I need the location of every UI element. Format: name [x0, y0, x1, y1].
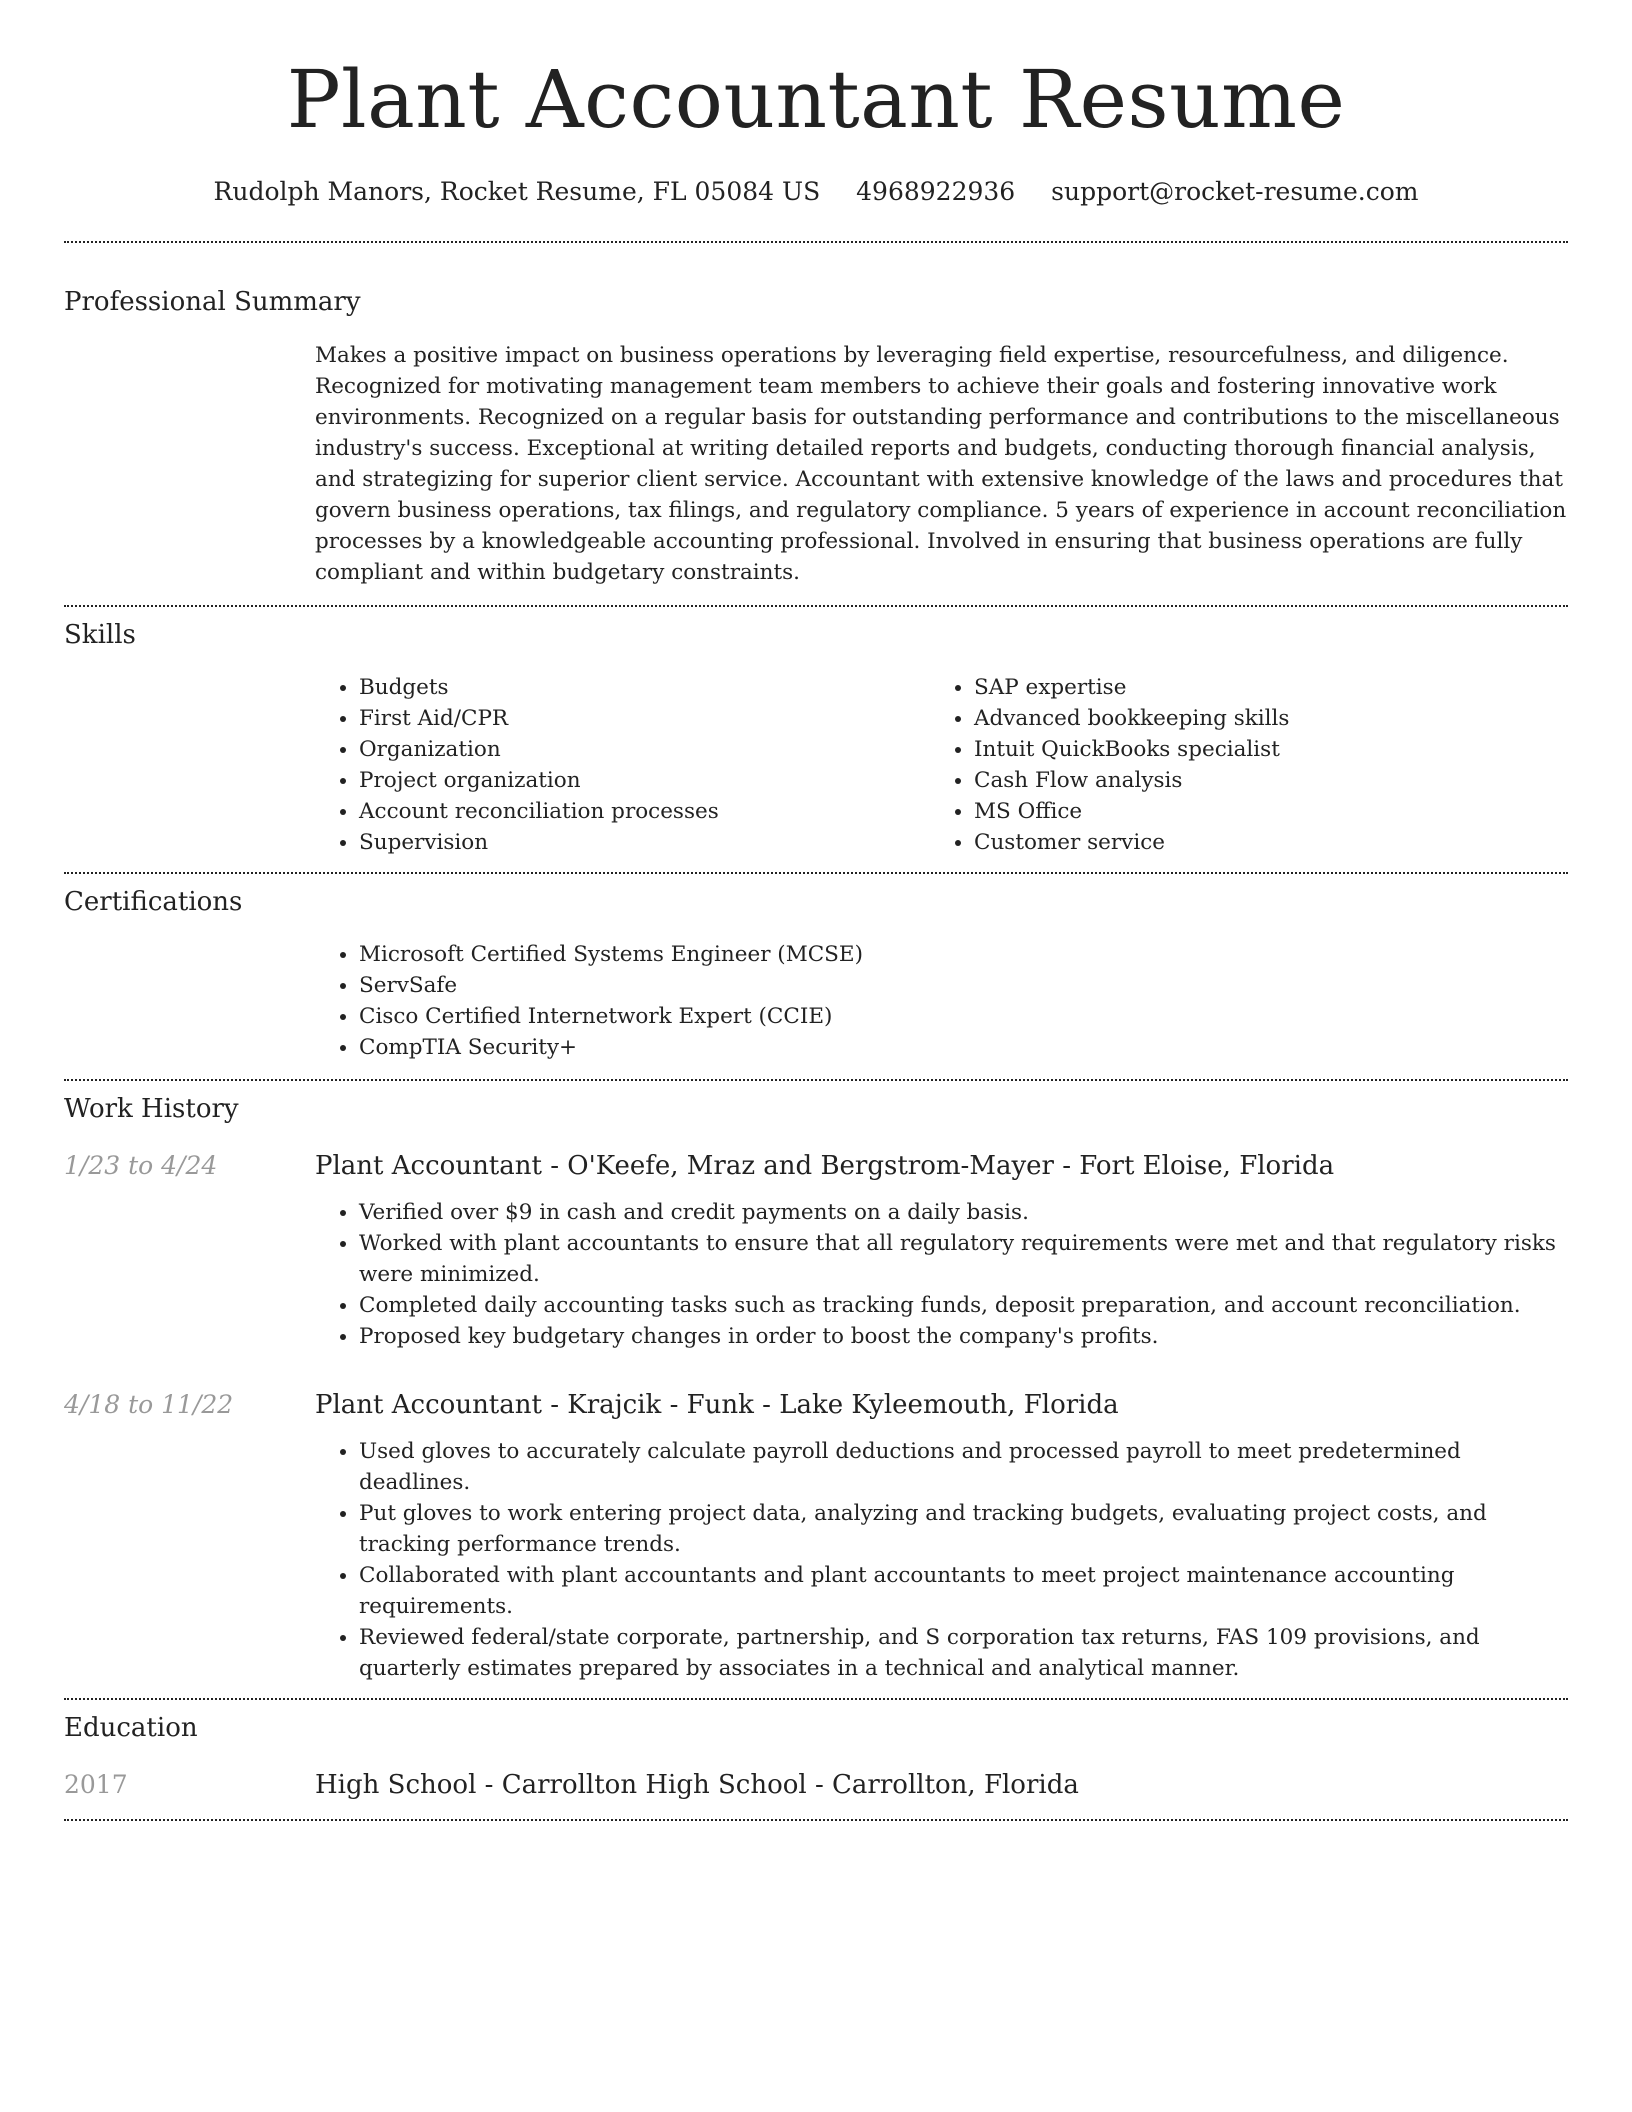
summary-text: Makes a positive impact on business operations by leveraging field expertise, resourcefulness, and diligence. Recognized for motivating management team members to achieve their goals and fostering innovative work environments. Recognized on a regular basis for outstanding performance and contributions to the miscellaneous industry's success. Exceptional at writing detailed reports and budgets, conducting thorough financial analysis, and strategizing for superior client service. Accountant with extensive knowledge of the laws and procedures that govern business operations, tax filings, and regulatory compliance. 5 years of experience in account reconciliation processes by a knowledgeable accounting professional. Involved in ensuring that business operations are fully compliant and within budgetary constraints. [315, 343, 1567, 585]
skills-column-right [930, 672, 1545, 858]
page-title: Plant Accountant Resume [286, 53, 1346, 146]
section-divider [64, 872, 1568, 874]
skill-item: • Cash Flow analysis [974, 765, 1545, 796]
contact-line [64, 176, 1568, 208]
summary-heading: Professional Summary [64, 287, 361, 317]
skill-item: • Customer service [974, 827, 1545, 858]
skills-heading: Skills [64, 620, 136, 650]
skills-section [315, 672, 1568, 858]
job-bullets [315, 1197, 1568, 1352]
skill-item: • Supervision [359, 827, 930, 858]
education-entry [64, 1768, 1568, 1802]
job-bullet: • Proposed key budgetary changes in order to boost the company's profits. [359, 1321, 1568, 1352]
job-entry [64, 1149, 1568, 1352]
certification-item: • Cisco Certified Internetwork Expert (CCIE) [359, 1001, 1568, 1032]
skill-item: • Project organization [359, 765, 930, 796]
job-entry [64, 1388, 1568, 1684]
work-history-heading: Work History [64, 1094, 239, 1124]
contact-address: Rudolph Manors, Rocket Resume, FL 05084 US [213, 177, 821, 206]
section-divider [64, 1079, 1568, 1081]
job-dates: 4/18 to 11/22 [64, 1390, 234, 1419]
skill-item: • Advanced bookkeeping skills [974, 703, 1545, 734]
skill-item: • First Aid/CPR [359, 703, 930, 734]
job-bullet: • Reviewed federal/state corporate, partnership, and S corporation tax returns, FAS 109 provisions, and quarterly estimates prepared by associates in a technical and analytical manner. [359, 1622, 1568, 1684]
certifications-section [315, 939, 1568, 1063]
job-bullet: • Put gloves to work entering project data, analyzing and tracking budgets, evaluating project costs, and tracking performance trends. [359, 1498, 1568, 1560]
job-title: Plant Accountant - O'Keefe, Mraz and Bergstrom-Mayer - Fort Eloise, Florida [315, 1151, 1335, 1181]
job-bullet: • Used gloves to accurately calculate payroll deductions and processed payroll to meet predetermined deadlines. [359, 1436, 1568, 1498]
resume-page [64, 0, 1568, 1821]
education-heading: Education [64, 1713, 198, 1743]
contact-email: support@rocket-resume.com [1051, 177, 1419, 206]
skill-item: • Account reconciliation processes [359, 796, 930, 827]
skill-item: • Budgets [359, 672, 930, 703]
section-divider [64, 1819, 1568, 1821]
certification-item: • ServSafe [359, 970, 1568, 1001]
job-title: Plant Accountant - Krajcik - Funk - Lake Kyleemouth, Florida [315, 1390, 1119, 1420]
summary-section [315, 340, 1568, 588]
certification-item: • CompTIA Security+ [359, 1032, 1568, 1063]
job-bullet: • Worked with plant accountants to ensure that all regulatory requirements were met and that regulatory risks were minimized. [359, 1228, 1568, 1290]
certifications-heading: Certifications [64, 887, 243, 917]
job-bullet: • Verified over $9 in cash and credit payments on a daily basis. [359, 1197, 1568, 1228]
section-divider [64, 605, 1568, 607]
skill-item: • MS Office [974, 796, 1545, 827]
job-bullet: • Completed daily accounting tasks such as tracking funds, deposit preparation, and account reconciliation. [359, 1290, 1568, 1321]
job-bullets [315, 1436, 1568, 1684]
section-divider [64, 241, 1568, 243]
skills-column-left [315, 672, 930, 858]
contact-phone: 4968922936 [856, 177, 1016, 206]
job-bullet: • Collaborated with plant accountants and plant accountants to meet project maintenance accounting requirements. [359, 1560, 1568, 1622]
education-year: 2017 [64, 1770, 128, 1799]
section-divider [64, 1698, 1568, 1700]
skill-item: • SAP expertise [974, 672, 1545, 703]
skill-item: • Intuit QuickBooks specialist [974, 734, 1545, 765]
education-title: High School - Carrollton High School - Carrollton, Florida [315, 1770, 1079, 1800]
skill-item: • Organization [359, 734, 930, 765]
certification-item: • Microsoft Certified Systems Engineer (MCSE) [359, 939, 1568, 970]
job-dates: 1/23 to 4/24 [64, 1151, 218, 1180]
